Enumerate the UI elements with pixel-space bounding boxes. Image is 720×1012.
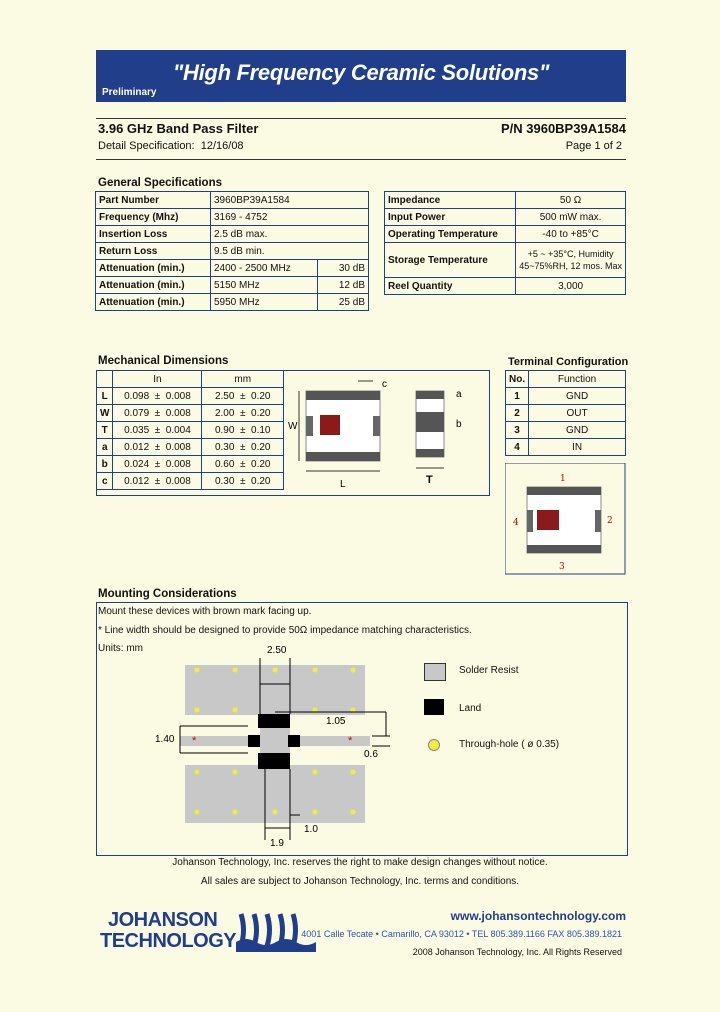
via — [233, 668, 238, 673]
footer-note-2: All sales are subject to Johanson Technology, Inc. terms and conditions. — [200, 876, 520, 887]
spec-extra: 25 dB — [318, 294, 369, 311]
terminal-fn: IN — [529, 439, 626, 456]
table-row — [506, 405, 626, 422]
legend-via-swatch — [428, 739, 440, 751]
via — [351, 668, 356, 673]
table-row — [506, 388, 626, 405]
spec-label: Insertion Loss — [96, 226, 211, 243]
terminal-no: 1 — [506, 388, 529, 405]
spec-label: Input Power — [385, 209, 516, 226]
mechanical-table — [96, 370, 284, 490]
table-row — [97, 388, 284, 405]
spec-value: 9.5 dB min. — [211, 243, 369, 260]
mounting-title: Mounting Considerations — [98, 588, 237, 600]
dim-mm-value: 0.30 — [214, 441, 235, 453]
dim-in-tol: 0.008 — [165, 458, 191, 470]
via — [313, 770, 318, 775]
dim-in-value: 0.024 — [124, 458, 150, 470]
dim-19: 1.9 — [270, 838, 284, 849]
spec-label: Attenuation (min.) — [96, 277, 211, 294]
pin-1-label: 1 — [560, 474, 566, 484]
pin-3-label: 3 — [559, 562, 565, 572]
dim-in — [113, 473, 202, 490]
table-row — [97, 439, 284, 456]
table-row — [96, 294, 369, 311]
dim-140: 1.40 — [155, 734, 175, 745]
mounting-line-2: * Line width should be designed to provide 50Ω impedance matching characteristics. — [98, 625, 472, 636]
terminal-diagram — [505, 463, 626, 575]
spec-label: Attenuation (min.) — [96, 294, 211, 311]
dim-in-value: 0.079 — [124, 407, 150, 419]
mechanical-drawing — [284, 371, 487, 493]
land-right — [288, 735, 300, 747]
legend-solder-swatch — [424, 663, 446, 681]
pin-2-label: 2 — [607, 516, 613, 526]
part-number-title: P/N 3960BP39A1584 — [500, 121, 626, 136]
dim-in-value: 0.012 — [124, 475, 150, 487]
spec-label: Attenuation (min.) — [96, 260, 211, 277]
terminal-fn: OUT — [529, 405, 626, 422]
spec-label: Reel Quantity — [385, 278, 516, 295]
preliminary-label: Preliminary — [102, 87, 157, 98]
dim-mm — [202, 439, 284, 456]
col-function: Function — [529, 371, 626, 388]
spec-label: Operating Temperature — [385, 226, 516, 243]
spec-label: Impedance — [385, 192, 516, 209]
pm: ± — [154, 390, 161, 402]
pm: ± — [154, 475, 161, 487]
terminal-no: 3 — [506, 422, 529, 439]
mechanical-title: Mechanical Dimensions — [98, 355, 229, 367]
terminal-bottom — [306, 452, 380, 461]
table-row — [385, 243, 626, 278]
table-row — [97, 456, 284, 473]
dim-06: 0.6 — [364, 749, 378, 760]
logo-johanson: JOHANSON — [108, 909, 218, 931]
side-terminal-top — [416, 391, 444, 399]
spec-value: 3960BP39A1584 — [211, 192, 369, 209]
wave-base — [236, 939, 316, 952]
dim-in-tol: 0.008 — [165, 407, 191, 419]
table-row — [97, 422, 284, 439]
via — [195, 668, 200, 673]
mounting-line-1: Mount these devices with brown mark facing up. — [98, 606, 312, 617]
dim-mm — [202, 422, 284, 439]
table-row — [96, 243, 369, 260]
company-address: 4001 Calle Tecate • Camarillo, CA 93012 • TEL 805.389.1166 FAX 805.389.1821 — [301, 929, 622, 939]
dim-in-tol: 0.008 — [165, 475, 191, 487]
spec-value: 5150 MHz — [211, 277, 318, 294]
table-row — [97, 473, 284, 490]
table-row — [385, 226, 626, 243]
table-row — [506, 439, 626, 456]
side-terminal-mid — [416, 412, 444, 432]
logo-technology: TECHNOLOGY — [100, 930, 237, 952]
pm: ± — [239, 441, 246, 453]
terminal-table — [505, 370, 626, 456]
dim-in-value: 0.098 — [124, 390, 150, 402]
product-title: 3.96 GHz Band Pass Filter — [98, 121, 259, 136]
spec-value — [516, 243, 626, 278]
terminal-right — [373, 416, 380, 436]
header-banner — [96, 50, 626, 102]
dim-mm-value: 2.50 — [214, 390, 235, 402]
spec-value: 2400 - 2500 MHz — [211, 260, 318, 277]
via — [195, 770, 200, 775]
via — [195, 708, 200, 713]
via — [313, 668, 318, 673]
pm: ± — [239, 407, 246, 419]
via — [313, 810, 318, 815]
dim-in-value: 0.012 — [124, 441, 150, 453]
table-row — [385, 278, 626, 295]
detail-label: Detail Specification: — [98, 140, 195, 152]
label-w: W — [288, 421, 298, 432]
star-right: * — [348, 735, 353, 747]
page-indicator: Page 1 of 2 — [565, 140, 622, 152]
star-left: * — [192, 735, 197, 747]
terminal-no: 2 — [506, 405, 529, 422]
dim-mm — [202, 405, 284, 422]
land-top — [258, 714, 290, 728]
side-terminal-bottom — [416, 449, 444, 457]
via — [233, 708, 238, 713]
table-row — [97, 371, 284, 388]
table-row — [385, 209, 626, 226]
label-c: c — [382, 379, 387, 390]
col-no: No. — [506, 371, 529, 388]
spec-extra: 12 dB — [318, 277, 369, 294]
terminal-config-title: Terminal Configuration — [508, 356, 629, 368]
dim-mm — [202, 473, 284, 490]
label-l: L — [340, 479, 346, 490]
dim-250: 2.50 — [267, 645, 287, 656]
spec-label: Storage Temperature — [385, 243, 516, 278]
spec-value: 50 Ω — [516, 192, 626, 209]
table-row — [96, 192, 369, 209]
dim-key: W — [97, 405, 113, 422]
dim-mm-value: 2.00 — [214, 407, 235, 419]
spec-value: 5950 MHz — [211, 294, 318, 311]
website-link[interactable]: www.johansontechnology.com — [450, 909, 626, 923]
detail-date: 12/16/08 — [200, 140, 244, 152]
general-spec-title: General Specifications — [98, 177, 222, 189]
col-in: In — [113, 371, 202, 388]
feed-line-left — [180, 736, 250, 746]
legend-land-swatch — [424, 699, 444, 715]
via — [273, 668, 278, 673]
table-row — [97, 405, 284, 422]
spec-value: 2.5 dB max. — [211, 226, 369, 243]
dim-mm-value: 0.90 — [214, 424, 235, 436]
dim-key: c — [97, 473, 113, 490]
via — [195, 810, 200, 815]
detail-spec — [98, 140, 244, 152]
dim-mm-tol: 0.10 — [251, 424, 271, 436]
dim-mm-value: 0.30 — [214, 475, 235, 487]
dim-mm-value: 0.60 — [214, 458, 235, 470]
dim-mm-tol: 0.20 — [251, 458, 271, 470]
table-row — [96, 209, 369, 226]
dim-key: L — [97, 388, 113, 405]
wave-stroke — [267, 914, 270, 946]
label-t: T — [426, 474, 433, 486]
terminal-fn: GND — [529, 388, 626, 405]
table-row — [506, 422, 626, 439]
banner-title: "High Frequency Ceramic Solutions" — [172, 60, 550, 85]
brown-mark — [537, 510, 559, 530]
units-label: Units: mm — [98, 643, 143, 654]
dim-in — [113, 422, 202, 439]
pin-4-terminal — [527, 510, 533, 532]
spec-label: Frequency (Mhz) — [96, 209, 211, 226]
spec-label: Part Number — [96, 192, 211, 209]
storage-line-2: 45~75%RH, 12 mos. Max — [519, 261, 622, 271]
pin-3-terminal — [527, 545, 601, 553]
via — [233, 770, 238, 775]
pin-1-terminal — [527, 487, 601, 495]
dim-in-tol: 0.008 — [165, 390, 191, 402]
pm: ± — [239, 390, 246, 402]
pm: ± — [239, 424, 246, 436]
spec-value: 500 mW max. — [516, 209, 626, 226]
dim-105: 1.05 — [326, 716, 346, 727]
dim-in — [113, 456, 202, 473]
pm: ± — [154, 424, 161, 436]
dim-key: a — [97, 439, 113, 456]
general-spec-table-left — [95, 191, 369, 311]
dim-key: b — [97, 456, 113, 473]
storage-line-1: +5 ~ +35°C, Humidity — [527, 249, 614, 259]
spec-label: Return Loss — [96, 243, 211, 260]
land-left — [248, 735, 260, 747]
table-row — [96, 260, 369, 277]
spec-value: 3169 - 4752 — [211, 209, 369, 226]
dim-in — [113, 388, 202, 405]
terminal-left — [306, 416, 313, 436]
copyright: 2008 Johanson Technology, Inc. All Rights Reserved — [412, 947, 622, 957]
pm: ± — [154, 441, 161, 453]
dim-mm — [202, 456, 284, 473]
pm: ± — [154, 407, 161, 419]
terminal-fn: GND — [529, 422, 626, 439]
dim-10: 1.0 — [304, 824, 318, 835]
dim-in — [113, 405, 202, 422]
legend-solder-label: Solder Resist — [459, 665, 519, 676]
label-b: b — [456, 419, 462, 430]
dim-mm-tol: 0.20 — [251, 407, 271, 419]
pin-4-label: 4 — [513, 518, 519, 528]
spec-extra: 30 dB — [318, 260, 369, 277]
table-row — [96, 226, 369, 243]
table-row — [385, 192, 626, 209]
chip-body-top-view — [306, 391, 380, 461]
dim-in-tol: 0.004 — [165, 424, 191, 436]
label-a: a — [456, 389, 462, 400]
via — [273, 810, 278, 815]
legend-via-label: Through-hole ( ø 0.35) — [459, 739, 560, 750]
pm: ± — [239, 458, 246, 470]
terminal-no: 4 — [506, 439, 529, 456]
via — [233, 810, 238, 815]
dim-in-value: 0.035 — [124, 424, 150, 436]
spec-value: -40 to +85°C — [516, 226, 626, 243]
terminal-top — [306, 391, 380, 400]
dim-key: T — [97, 422, 113, 439]
legend-land-label: Land — [459, 703, 482, 714]
feed-line-right — [300, 736, 370, 746]
general-spec-table-right — [384, 191, 626, 295]
table-row — [96, 277, 369, 294]
spec-value: 3,000 — [516, 278, 626, 295]
pm: ± — [239, 475, 246, 487]
dim-in — [113, 439, 202, 456]
dim-mm-tol: 0.20 — [251, 475, 271, 487]
col-mm: mm — [202, 371, 284, 388]
table-row — [506, 371, 626, 388]
dim-in-tol: 0.008 — [165, 441, 191, 453]
brown-mark — [320, 415, 340, 435]
via — [351, 770, 356, 775]
land-bottom — [258, 753, 290, 769]
dim-mm-tol: 0.20 — [251, 390, 271, 402]
land-pattern-drawing — [150, 640, 400, 850]
via — [351, 810, 356, 815]
footer-note-1: Johanson Technology, Inc. reserves the right to make design changes without notice. — [172, 857, 548, 868]
pin-2-terminal — [595, 510, 601, 532]
dim-mm-tol: 0.20 — [251, 441, 271, 453]
dim-mm — [202, 388, 284, 405]
pm: ± — [154, 458, 161, 470]
